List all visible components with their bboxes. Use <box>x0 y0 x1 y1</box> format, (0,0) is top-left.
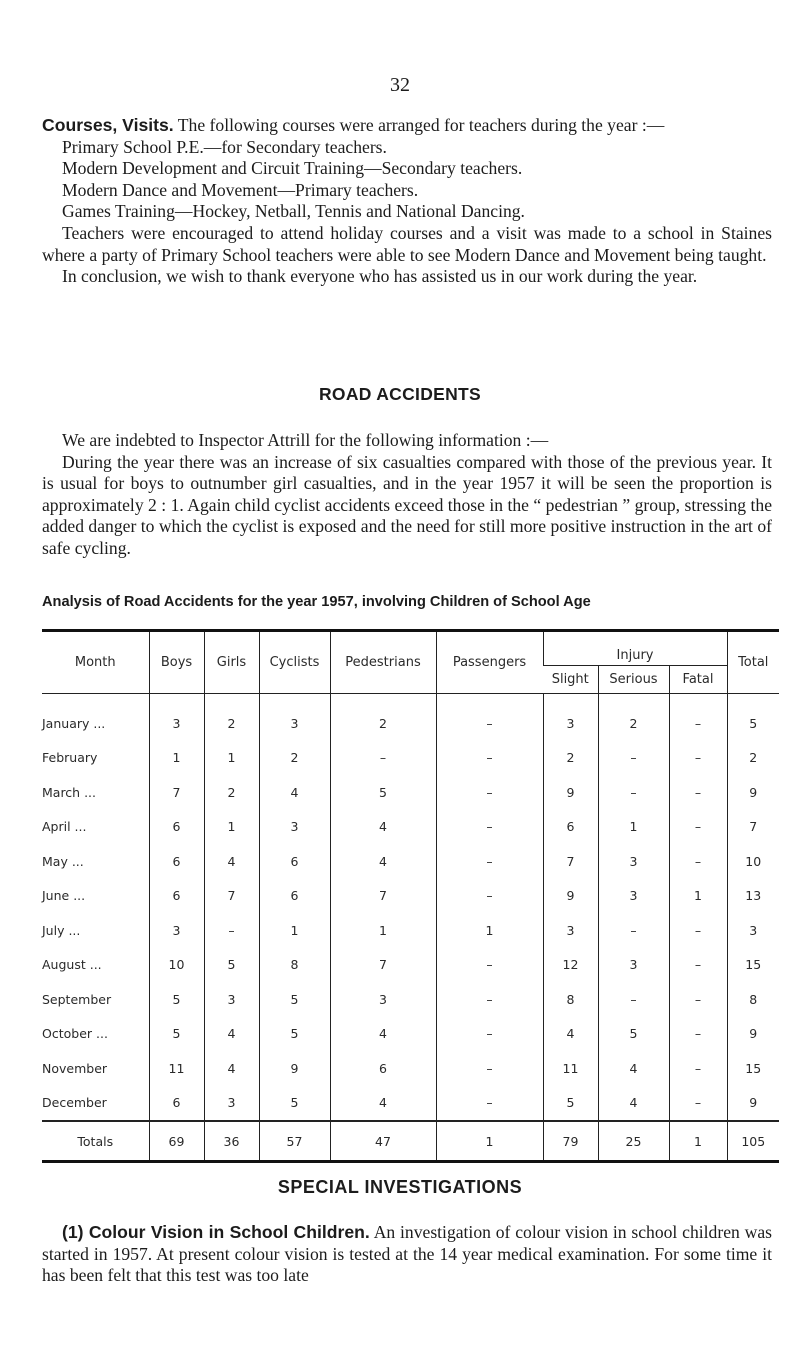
table-row <box>42 1086 779 1122</box>
value-cell: 4 <box>598 1051 669 1086</box>
value-cell: 3 <box>543 913 598 948</box>
value-cell: 11 <box>149 1051 204 1086</box>
total-cell: 105 <box>727 1121 779 1162</box>
courses-intro: Courses, Visits. The following courses were arranged for teachers during the year :— <box>42 115 665 135</box>
total-cell: 36 <box>204 1121 259 1162</box>
value-cell: 4 <box>543 1017 598 1052</box>
value-cell: – <box>669 775 727 810</box>
value-cell: 4 <box>598 1086 669 1122</box>
col-month: Month <box>74 655 116 670</box>
page-number: 32 <box>390 74 410 96</box>
value-cell: 5 <box>149 1017 204 1052</box>
value-cell: 13 <box>727 879 779 914</box>
value-cell: 9 <box>727 1086 779 1122</box>
value-cell: 3 <box>727 913 779 948</box>
table-row <box>42 810 779 845</box>
value-cell: 5 <box>330 775 436 810</box>
table-body <box>42 694 779 1122</box>
month-cell: May ... <box>42 853 84 869</box>
value-cell: 15 <box>727 948 779 983</box>
value-cell: – <box>436 982 543 1017</box>
total-cell: 57 <box>259 1121 330 1162</box>
month-cell: September <box>42 991 112 1007</box>
value-cell: 1 <box>598 810 669 845</box>
value-cell: 5 <box>543 1086 598 1122</box>
value-cell: – <box>204 913 259 948</box>
col-injury: Injury <box>543 631 727 666</box>
value-cell: – <box>598 775 669 810</box>
value-cell: – <box>669 694 727 741</box>
value-cell: – <box>669 844 727 879</box>
value-cell: 4 <box>259 775 330 810</box>
value-cell: 5 <box>149 982 204 1017</box>
value-cell: 3 <box>149 694 204 741</box>
value-cell: 2 <box>204 694 259 741</box>
value-cell: – <box>598 913 669 948</box>
value-cell: 3 <box>204 1086 259 1122</box>
value-cell: 4 <box>330 810 436 845</box>
value-cell: 5 <box>598 1017 669 1052</box>
value-cell: 4 <box>330 844 436 879</box>
col-fatal: Fatal <box>669 666 727 694</box>
value-cell: 3 <box>259 694 330 741</box>
value-cell: 9 <box>727 1017 779 1052</box>
value-cell: 3 <box>330 982 436 1017</box>
value-cell: 6 <box>149 1086 204 1122</box>
value-cell: – <box>669 913 727 948</box>
month-cell: June ... <box>42 888 86 904</box>
value-cell: 2 <box>259 741 330 776</box>
total-cell: 25 <box>598 1121 669 1162</box>
course-item: Games Training—Hockey, Netball, Tennis and National Dancing. <box>62 201 525 222</box>
value-cell: – <box>669 948 727 983</box>
table-row <box>42 775 779 810</box>
month-cell: April ... <box>42 819 87 835</box>
value-cell: 5 <box>259 1086 330 1122</box>
table-row <box>42 982 779 1017</box>
month-cell: October ... <box>42 1026 108 1042</box>
value-cell: 7 <box>330 948 436 983</box>
month-cell: July ... <box>42 922 81 938</box>
value-cell: – <box>436 1051 543 1086</box>
value-cell: 5 <box>727 694 779 741</box>
value-cell: 10 <box>149 948 204 983</box>
value-cell: 2 <box>204 775 259 810</box>
value-cell: – <box>598 741 669 776</box>
table-row <box>42 948 779 983</box>
total-cell: 47 <box>330 1121 436 1162</box>
col-passengers: Passengers <box>436 631 543 694</box>
totals-row <box>42 1121 779 1162</box>
value-cell: 6 <box>149 810 204 845</box>
table-row <box>42 913 779 948</box>
value-cell: 6 <box>259 879 330 914</box>
value-cell: 4 <box>204 1051 259 1086</box>
courses-section <box>42 115 772 288</box>
value-cell: – <box>436 741 543 776</box>
courses-paragraph: Teachers were encouraged to attend holiday courses and a visit was made to a school in Staines where a party of Primary School teachers were able to see Modern Dance and Movement being taught. <box>42 222 772 265</box>
value-cell: 4 <box>204 1017 259 1052</box>
value-cell: 5 <box>259 982 330 1017</box>
value-cell: 1 <box>669 879 727 914</box>
value-cell: – <box>436 810 543 845</box>
month-cell: March ... <box>42 784 96 800</box>
road-paragraph: During the year there was an increase of six casualties compared with those of the previous year. It is usual for boys to outnumber girl casualties, and in the year 1957 it will be seen the proportion is approximately 2 : 1. Again child cyclist accidents exceed those in the “ pedestrian ” group, stressing the added danger to which the cyclist is exposed and the need for still more positive instruction in the art of safe cycling. <box>42 451 772 558</box>
value-cell: 11 <box>543 1051 598 1086</box>
value-cell: – <box>669 741 727 776</box>
value-cell: – <box>436 694 543 741</box>
road-accidents-heading: ROAD ACCIDENTS <box>318 384 482 404</box>
road-accidents-table <box>42 629 779 1163</box>
value-cell: – <box>436 844 543 879</box>
value-cell: – <box>436 948 543 983</box>
value-cell: 1 <box>259 913 330 948</box>
value-cell: 3 <box>204 982 259 1017</box>
col-girls: Girls <box>204 631 259 694</box>
value-cell: 2 <box>598 694 669 741</box>
value-cell: 3 <box>149 913 204 948</box>
value-cell: 3 <box>598 948 669 983</box>
value-cell: 4 <box>204 844 259 879</box>
value-cell: 7 <box>727 810 779 845</box>
value-cell: 7 <box>543 844 598 879</box>
special-paragraph: (1) Colour Vision in School Children. An investigation of colour vision in school children was started in 1957. At present colour vision is tested at the 14 year medical examination. For some time it has been felt that this test was too late <box>42 1222 772 1286</box>
value-cell: 2 <box>330 694 436 741</box>
value-cell: 4 <box>330 1086 436 1122</box>
month-cell: January ... <box>42 715 106 731</box>
value-cell: 8 <box>543 982 598 1017</box>
col-total: Total <box>727 631 779 694</box>
value-cell: 15 <box>727 1051 779 1086</box>
value-cell: 9 <box>259 1051 330 1086</box>
value-cell: – <box>669 982 727 1017</box>
value-cell: 6 <box>543 810 598 845</box>
value-cell: 10 <box>727 844 779 879</box>
value-cell: 1 <box>204 741 259 776</box>
value-cell: 6 <box>149 879 204 914</box>
value-cell: – <box>669 1086 727 1122</box>
value-cell: 3 <box>543 694 598 741</box>
total-cell: 79 <box>543 1121 598 1162</box>
value-cell: 3 <box>598 844 669 879</box>
table-row <box>42 879 779 914</box>
road-accidents-section <box>42 430 772 560</box>
value-cell: 6 <box>149 844 204 879</box>
course-item: Modern Dance and Movement—Primary teachers. <box>62 179 419 200</box>
value-cell: 7 <box>204 879 259 914</box>
courses-title: Courses, Visits. <box>42 115 174 135</box>
totals-label: Totals <box>42 1121 149 1162</box>
value-cell: 8 <box>259 948 330 983</box>
col-serious: Serious <box>598 666 669 694</box>
col-cyclists: Cyclists <box>259 631 330 694</box>
table-row <box>42 1051 779 1086</box>
value-cell: 12 <box>543 948 598 983</box>
value-cell: 9 <box>543 775 598 810</box>
courses-conclusion: In conclusion, we wish to thank everyone who has assisted us in our work during the year. <box>62 266 698 287</box>
value-cell: – <box>436 775 543 810</box>
value-cell: 7 <box>149 775 204 810</box>
special-item-title: (1) Colour Vision in School Children. <box>62 1222 370 1242</box>
value-cell: 3 <box>598 879 669 914</box>
total-cell: 69 <box>149 1121 204 1162</box>
col-boys: Boys <box>149 631 204 694</box>
value-cell: 1 <box>330 913 436 948</box>
table-row <box>42 694 779 741</box>
value-cell: 1 <box>436 913 543 948</box>
value-cell: – <box>669 1051 727 1086</box>
value-cell: 2 <box>543 741 598 776</box>
special-investigations-heading: SPECIAL INVESTIGATIONS <box>277 1177 523 1197</box>
value-cell: – <box>669 810 727 845</box>
col-pedestrians: Pedestrians <box>330 631 436 694</box>
value-cell: 1 <box>204 810 259 845</box>
value-cell: 8 <box>727 982 779 1017</box>
value-cell: 6 <box>330 1051 436 1086</box>
course-item: Modern Development and Circuit Training—Secondary teachers. <box>62 158 523 179</box>
table-row <box>42 741 779 776</box>
value-cell: 6 <box>259 844 330 879</box>
course-item: Primary School P.E.—for Secondary teachers. <box>62 136 387 157</box>
total-cell: 1 <box>669 1121 727 1162</box>
value-cell: 4 <box>330 1017 436 1052</box>
col-slight: Slight <box>543 666 598 694</box>
special-section <box>42 1222 772 1287</box>
value-cell: – <box>436 1086 543 1122</box>
month-cell: August ... <box>42 957 102 973</box>
table-row <box>42 1017 779 1052</box>
value-cell: 5 <box>259 1017 330 1052</box>
value-cell: 9 <box>727 775 779 810</box>
road-intro: We are indebted to Inspector Attrill for the following information :— <box>62 430 549 450</box>
table-title: Analysis of Road Accidents for the year 1957, involving Children of School Age <box>42 594 591 610</box>
value-cell: 2 <box>727 741 779 776</box>
month-cell: November <box>42 1060 108 1076</box>
month-cell: February <box>42 750 98 766</box>
value-cell: – <box>436 1017 543 1052</box>
total-cell: 1 <box>436 1121 543 1162</box>
value-cell: 9 <box>543 879 598 914</box>
value-cell: 1 <box>149 741 204 776</box>
value-cell: 3 <box>259 810 330 845</box>
value-cell: 5 <box>204 948 259 983</box>
value-cell: – <box>669 1017 727 1052</box>
month-cell: December <box>42 1095 107 1111</box>
value-cell: – <box>330 741 436 776</box>
table-row <box>42 844 779 879</box>
value-cell: 7 <box>330 879 436 914</box>
value-cell: – <box>436 879 543 914</box>
value-cell: – <box>598 982 669 1017</box>
